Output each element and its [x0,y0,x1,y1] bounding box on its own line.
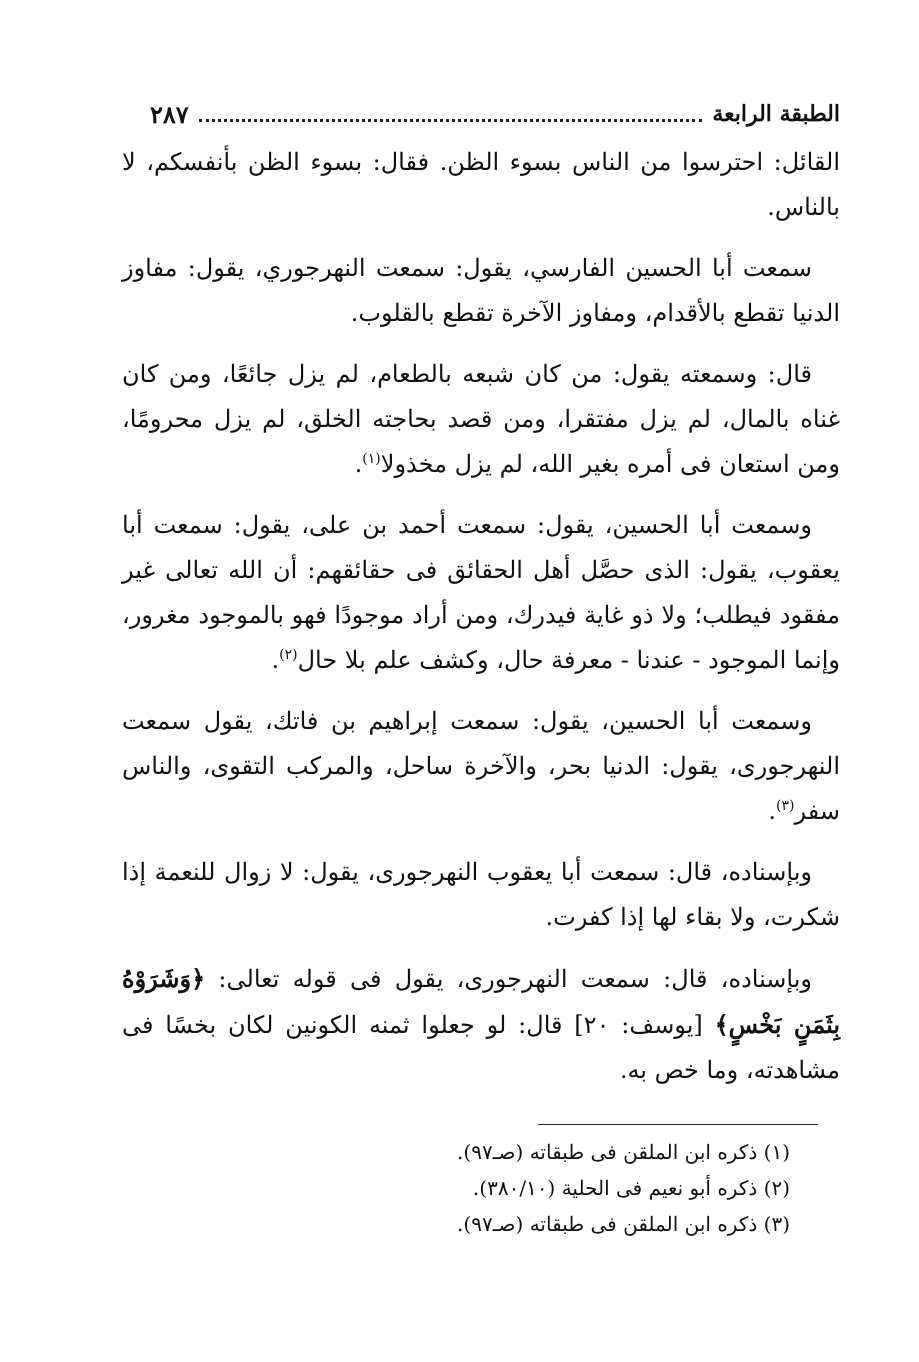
footnote-ref: (١) [362,451,381,467]
paragraph-text: القائل: احترسوا من الناس بسوء الظن. فقال: بسوء الظن بأنفسكم، لا بالناس. [122,148,840,221]
running-header [150,94,840,134]
page-number: ٢٨٧ [150,99,189,129]
paragraph-tail: . [354,450,363,478]
paragraph-text: سمعت أبا الحسين الفارسي، يقول: سمعت النهرجوري، يقول: مفاوز الدنيا تقطع بالأقدام، ومفاوز الآخرة تقطع بالقلوب. [122,254,840,327]
paragraph [122,956,840,1093]
paragraph-text: وبإسناده، قال: سمعت أبا يعقوب النهرجورى، يقول: لا زوال للنعمة إذا شكرت، ولا بقاء لها إذا كفرت. [122,858,840,931]
footnote: (٣) ذكره ابن الملقن فى طبقاته (صـ٩٧). [457,1212,790,1236]
paragraph-tail: . [768,797,777,825]
footnote-ref: (٣) [776,798,795,814]
footnote: (٢) ذكره أبو نعيم فى الحلية (٣٨٠/١٠). [472,1176,790,1200]
paragraph-text: وسمعت أبا الحسين، يقول: سمعت إبراهيم بن فاتك، يقول سمعت النهرجورى، يقول: الدنيا بحر، والآخرة ساحل، والمركب التقوى، والناس سفر [122,707,840,825]
quran-verse: ﴿وَشَرَوْهُ بِثَمَنٍ بَخْسٍ﴾ [122,964,840,1039]
paragraph-text: وسمعت أبا الحسين، يقول: سمعت أحمد بن على، يقول: سمعت أبا يعقوب، يقول: الذى حصَّل أهل الحقائق فى حقائقهم: أن الله تعالى غير مفقود فيطلب؛ ولا ذو غاية فيدرك، ومن أراد موجودًا فهو بالموجود مغرور، وإنما الموجود - عندنا - معرفة حال، وكشف علم بلا حال [122,511,840,674]
paragraph-tail: . [271,646,280,674]
paragraph-text: وبإسناده، قال: سمعت النهرجورى، يقول فى قوله تعالى: [205,965,812,993]
footnote: (١) ذكره ابن الملقن فى طبقاته (صـ٩٧). [457,1140,790,1164]
paragraph [122,699,840,834]
main-text [122,140,840,1109]
paragraph [122,503,840,683]
paragraph [122,246,840,336]
header-dot-leader [199,119,703,122]
paragraph [122,850,840,940]
paragraph-text: [يوسف: ٢٠] قال: لو جعلوا ثمنه الكونين لكان بخسًا فى مشاهدته، وما خص به. [122,1011,840,1084]
paragraph [122,352,840,487]
paragraph-text: قال: وسمعته يقول: من كان شبعه بالطعام، لم يزل جائعًا، ومن كان غناه بالمال، لم يزل مفتقرا، ومن قصد بحاجته الخلق، لم يزل محرومًا، ومن استعان فى أمره بغير الله، لم يزل مخذولا [122,360,840,478]
footnote-separator [538,1124,818,1125]
chapter-title: الطبقة الرابعة [712,101,840,127]
footnotes [300,1134,790,1242]
paragraph [122,140,840,230]
footnote-ref: (٢) [279,647,298,663]
